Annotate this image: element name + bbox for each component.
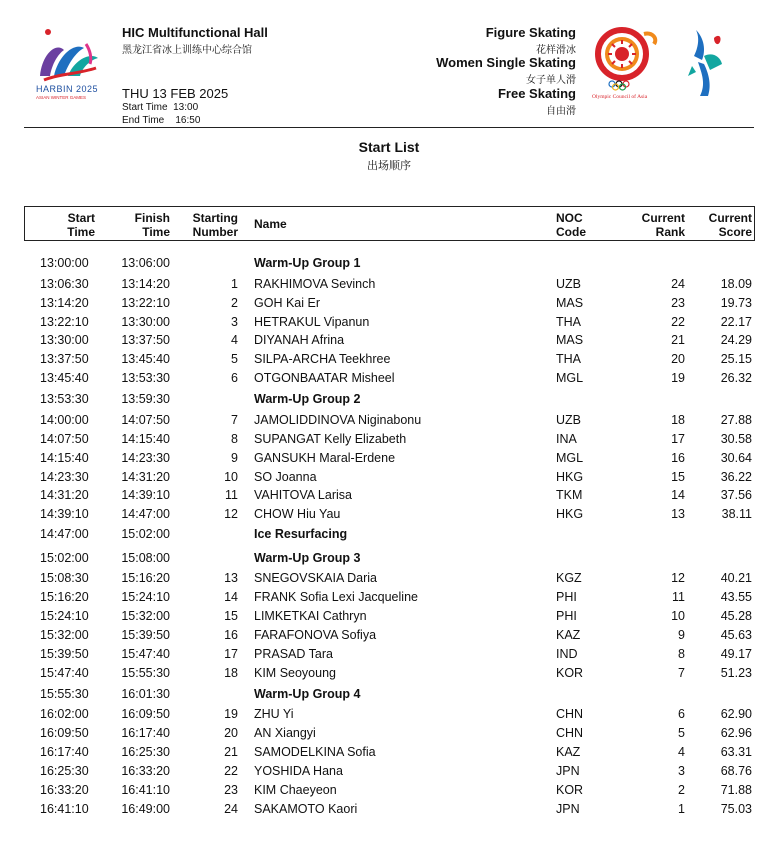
- athlete-name-cell: FARAFONOVA Sofiya: [254, 628, 377, 642]
- current-rank-cell: 1: [678, 802, 685, 816]
- table-group-row: [0, 687, 778, 705]
- harbin-2025-logo: [34, 24, 104, 104]
- starting-number-cell: 21: [224, 745, 238, 759]
- col-finish-time: Finish Time: [134, 211, 170, 239]
- start-time-cell: 16:02:00: [40, 707, 89, 721]
- event-date: THU 13 FEB 2025: [122, 86, 229, 101]
- athlete-name-cell: KIM Seoyoung: [254, 666, 336, 680]
- athlete-name-cell: SILPA-ARCHA Teekhree: [254, 352, 391, 366]
- start-time-cell: 15:39:50: [40, 647, 89, 661]
- col-name: Name: [254, 217, 287, 231]
- col-current-rank: Current Rank: [641, 211, 685, 239]
- current-rank-cell: 3: [678, 764, 685, 778]
- noc-code-cell: MGL: [556, 451, 584, 465]
- phase-en: Free Skating: [497, 86, 576, 101]
- table-row: [0, 371, 778, 389]
- figure-skating-pictogram: [686, 26, 726, 100]
- athlete-name-cell: OTGONBAATAR Misheel: [254, 371, 395, 385]
- start-time-cell: 13:06:30: [40, 277, 89, 291]
- current-rank-cell: 23: [671, 296, 685, 310]
- finish-time-cell: 14:07:50: [121, 413, 170, 427]
- start-time-cell: 13:14:20: [40, 296, 89, 310]
- noc-code-cell: JPN: [556, 802, 580, 816]
- current-score-cell: 38.11: [721, 507, 752, 521]
- group-label-cell: Warm-Up Group 2: [254, 392, 361, 406]
- current-rank-cell: 4: [678, 745, 685, 759]
- start-time-cell: 15:08:30: [40, 571, 89, 585]
- starting-number-cell: 6: [231, 371, 238, 385]
- table-row: [0, 609, 778, 627]
- oca-logo: [588, 24, 660, 104]
- finish-time-cell: 14:15:40: [121, 432, 170, 446]
- table-row: [0, 315, 778, 333]
- noc-code-cell: UZB: [556, 277, 581, 291]
- start-time-cell: 13:53:30: [40, 392, 89, 406]
- table-row: [0, 666, 778, 684]
- noc-code-cell: HKG: [556, 507, 584, 521]
- table-row: [0, 296, 778, 314]
- table-row: [0, 507, 778, 525]
- athlete-name-cell: RAKHIMOVA Sevinch: [254, 277, 376, 291]
- finish-time-cell: 15:39:50: [121, 628, 170, 642]
- col-start-time: Start Time: [67, 211, 95, 239]
- noc-code-cell: JPN: [556, 764, 580, 778]
- starting-number-cell: 11: [225, 488, 238, 502]
- start-time-cell: 16:41:10: [40, 802, 89, 816]
- current-score-cell: 75.03: [720, 802, 752, 816]
- table-row: [0, 726, 778, 744]
- noc-code-cell: PHI: [556, 609, 577, 623]
- start-time-cell: 14:31:20: [40, 488, 89, 502]
- start-time-cell: 15:47:40: [40, 666, 89, 680]
- current-score-cell: 49.17: [720, 647, 752, 661]
- phase-cn: 自由滑: [546, 106, 576, 117]
- start-time-cell: 13:30:00: [40, 333, 89, 347]
- group-label-cell: Ice Resurfacing: [254, 527, 348, 541]
- finish-time-cell: 16:17:40: [121, 726, 170, 740]
- athlete-name-cell: JAMOLIDDINOVA Niginabonu: [254, 413, 422, 427]
- starting-number-cell: 16: [224, 628, 238, 642]
- current-score-cell: 40.21: [720, 571, 752, 585]
- athlete-name-cell: VAHITOVA Larisa: [254, 488, 352, 502]
- table-row: [0, 783, 778, 801]
- athlete-name-cell: HETRAKUL Vipanun: [254, 315, 370, 329]
- finish-time-cell: 15:24:10: [121, 590, 170, 604]
- start-time-cell: 14:47:00: [40, 527, 89, 541]
- table-row: [0, 571, 778, 589]
- noc-code-cell: MGL: [556, 371, 584, 385]
- start-time-cell: 13:22:10: [40, 315, 89, 329]
- table-row: [0, 277, 778, 295]
- starting-number-cell: 13: [224, 571, 238, 585]
- finish-time-cell: 16:25:30: [121, 745, 170, 759]
- starting-number-cell: 17: [224, 647, 238, 661]
- current-rank-cell: 15: [671, 470, 685, 484]
- table-row: [0, 451, 778, 469]
- finish-time-cell: 13:45:40: [121, 352, 170, 366]
- sport-en: Figure Skating: [485, 25, 576, 40]
- current-rank-cell: 10: [671, 609, 685, 623]
- athlete-name-cell: CHOW Hiu Yau: [254, 507, 341, 521]
- current-score-cell: 22.17: [720, 315, 752, 329]
- athlete-name-cell: LIMKETKAI Cathryn: [254, 609, 367, 623]
- page-title: Start List: [358, 139, 420, 155]
- current-score-cell: 51.23: [720, 666, 752, 680]
- starting-number-cell: 2: [231, 296, 238, 310]
- athlete-name-cell: YOSHIDA Hana: [254, 764, 343, 778]
- table-row: [0, 352, 778, 370]
- current-score-cell: 18.09: [720, 277, 752, 291]
- starting-number-cell: 5: [231, 352, 238, 366]
- current-score-cell: 63.31: [720, 745, 752, 759]
- current-score-cell: 37.56: [720, 488, 752, 502]
- noc-code-cell: IND: [556, 647, 578, 661]
- start-time: Start Time 13:00: [122, 102, 199, 113]
- current-score-cell: 30.58: [720, 432, 752, 446]
- current-rank-cell: 2: [678, 783, 685, 797]
- start-time-cell: 14:07:50: [40, 432, 89, 446]
- start-time-cell: 15:55:30: [40, 687, 89, 701]
- start-time-cell: 13:00:00: [40, 256, 89, 270]
- current-rank-cell: 6: [678, 707, 685, 721]
- current-rank-cell: 14: [671, 488, 685, 502]
- table-row: [0, 707, 778, 725]
- header-divider: [24, 127, 754, 128]
- finish-time-cell: 13:53:30: [121, 371, 170, 385]
- noc-code-cell: THA: [556, 315, 581, 329]
- finish-time-cell: 16:09:50: [121, 707, 170, 721]
- starting-number-cell: 18: [224, 666, 238, 680]
- finish-time-cell: 16:49:00: [121, 802, 170, 816]
- current-score-cell: 71.88: [720, 783, 752, 797]
- table-row: [0, 432, 778, 450]
- current-rank-cell: 13: [671, 507, 685, 521]
- table-group-row: [0, 256, 778, 274]
- start-time-cell: 14:00:00: [40, 413, 89, 427]
- starting-number-cell: 7: [231, 413, 238, 427]
- athlete-name-cell: GANSUKH Maral-Erdene: [254, 451, 396, 465]
- current-score-cell: 30.64: [720, 451, 752, 465]
- current-score-cell: 27.88: [720, 413, 752, 427]
- starting-number-cell: 10: [224, 470, 238, 484]
- finish-time-cell: 16:33:20: [121, 764, 170, 778]
- start-time-cell: 15:16:20: [40, 590, 89, 604]
- current-rank-cell: 8: [678, 647, 685, 661]
- starting-number-cell: 24: [224, 802, 238, 816]
- finish-time-cell: 13:59:30: [121, 392, 170, 406]
- group-label-cell: Warm-Up Group 4: [254, 687, 361, 701]
- noc-code-cell: HKG: [556, 470, 584, 484]
- noc-code-cell: KAZ: [556, 745, 581, 759]
- end-time: End Time 16:50: [122, 115, 201, 126]
- finish-time-cell: 14:39:10: [121, 488, 170, 502]
- finish-time-cell: 15:16:20: [121, 571, 170, 585]
- athlete-name-cell: SNEGOVSKAIA Daria: [254, 571, 377, 585]
- start-time-cell: 15:24:10: [40, 609, 89, 623]
- current-rank-cell: 24: [671, 277, 685, 291]
- starting-number-cell: 4: [231, 333, 238, 347]
- finish-time-cell: 13:14:20: [121, 277, 170, 291]
- current-rank-cell: 5: [678, 726, 685, 740]
- start-time-cell: 16:33:20: [40, 783, 89, 797]
- table-row: [0, 333, 778, 351]
- current-score-cell: 25.15: [720, 352, 752, 366]
- starting-number-cell: 15: [224, 609, 238, 623]
- current-score-cell: 24.29: [720, 333, 752, 347]
- athlete-name-cell: DIYANAH Afrina: [254, 333, 345, 347]
- current-rank-cell: 17: [671, 432, 685, 446]
- starting-number-cell: 22: [224, 764, 238, 778]
- table-group-row: [0, 392, 778, 410]
- starting-number-cell: 9: [231, 451, 238, 465]
- start-time-cell: 14:23:30: [40, 470, 89, 484]
- current-rank-cell: 19: [671, 371, 685, 385]
- finish-time-cell: 16:41:10: [121, 783, 170, 797]
- starting-number-cell: 20: [224, 726, 238, 740]
- noc-code-cell: MAS: [556, 296, 584, 310]
- group-label-cell: Warm-Up Group 3: [254, 551, 361, 565]
- starting-number-cell: 8: [231, 432, 238, 446]
- current-score-cell: 19.73: [720, 296, 752, 310]
- current-score-cell: 36.22: [720, 470, 752, 484]
- start-time-cell: 16:09:50: [40, 726, 89, 740]
- finish-time-cell: 14:31:20: [121, 470, 170, 484]
- current-score-cell: 68.76: [720, 764, 752, 778]
- table-group-row: [0, 527, 778, 545]
- noc-code-cell: CHN: [556, 707, 584, 721]
- noc-code-cell: TKM: [556, 488, 583, 502]
- athlete-name-cell: SAMODELKINA Sofia: [254, 745, 376, 759]
- athlete-name-cell: PRASAD Tara: [254, 647, 333, 661]
- table-row: [0, 628, 778, 646]
- noc-code-cell: KOR: [556, 783, 584, 797]
- page-title-cn: 出场顺序: [367, 160, 411, 172]
- finish-time-cell: 13:37:50: [121, 333, 170, 347]
- noc-code-cell: KGZ: [556, 571, 582, 585]
- finish-time-cell: 15:32:00: [121, 609, 170, 623]
- current-score-cell: 62.96: [720, 726, 752, 740]
- current-rank-cell: 9: [678, 628, 685, 642]
- start-time-cell: 13:45:40: [40, 371, 89, 385]
- noc-code-cell: PHI: [556, 590, 577, 604]
- current-rank-cell: 11: [672, 590, 685, 604]
- start-time-cell: 15:02:00: [40, 551, 89, 565]
- table-group-row: [0, 551, 778, 569]
- finish-time-cell: 14:23:30: [121, 451, 170, 465]
- current-score-cell: 45.63: [720, 628, 752, 642]
- starting-number-cell: 14: [224, 590, 238, 604]
- athlete-name-cell: GOH Kai Er: [254, 296, 320, 310]
- finish-time-cell: 14:47:00: [121, 507, 170, 521]
- table-row: [0, 647, 778, 665]
- noc-code-cell: KOR: [556, 666, 584, 680]
- start-time-cell: 14:15:40: [40, 451, 89, 465]
- finish-time-cell: 15:02:00: [121, 527, 170, 541]
- start-time-cell: 16:17:40: [40, 745, 89, 759]
- athlete-name-cell: SUPANGAT Kelly Elizabeth: [254, 432, 407, 446]
- current-rank-cell: 16: [671, 451, 685, 465]
- current-score-cell: 43.55: [720, 590, 752, 604]
- starting-number-cell: 23: [224, 783, 238, 797]
- athlete-name-cell: SAKAMOTO Kaori: [254, 802, 358, 816]
- table-row: [0, 470, 778, 488]
- table-row: [0, 802, 778, 820]
- group-label-cell: Warm-Up Group 1: [254, 256, 361, 270]
- current-score-cell: 45.28: [720, 609, 752, 623]
- table-row: [0, 590, 778, 608]
- finish-time-cell: 15:55:30: [121, 666, 170, 680]
- starting-number-cell: 1: [231, 277, 238, 291]
- finish-time-cell: 15:47:40: [121, 647, 170, 661]
- start-time-cell: 15:32:00: [40, 628, 89, 642]
- starting-number-cell: 19: [224, 707, 238, 721]
- noc-code-cell: CHN: [556, 726, 584, 740]
- noc-code-cell: THA: [556, 352, 581, 366]
- athlete-name-cell: KIM Chaeyeon: [254, 783, 337, 797]
- start-time-cell: 14:39:10: [40, 507, 89, 521]
- venue-name-en: HIC Multifunctional Hall: [122, 25, 268, 40]
- current-rank-cell: 7: [678, 666, 685, 680]
- current-rank-cell: 22: [671, 315, 685, 329]
- finish-time-cell: 13:22:10: [121, 296, 170, 310]
- start-time-cell: 16:25:30: [40, 764, 89, 778]
- table-row: [0, 745, 778, 763]
- finish-time-cell: 15:08:00: [121, 551, 170, 565]
- athlete-name-cell: ZHU Yi: [254, 707, 294, 721]
- col-noc-code: NOC Code: [556, 211, 586, 239]
- event-en: Women Single Skating: [436, 55, 576, 70]
- finish-time-cell: 13:30:00: [121, 315, 170, 329]
- athlete-name-cell: AN Xiangyi: [254, 726, 316, 740]
- event-cn: 女子单人滑: [526, 75, 576, 86]
- col-current-score: Current Score: [708, 211, 752, 239]
- current-rank-cell: 18: [671, 413, 685, 427]
- finish-time-cell: 16:01:30: [121, 687, 170, 701]
- current-rank-cell: 21: [671, 333, 685, 347]
- athlete-name-cell: SO Joanna: [254, 470, 317, 484]
- noc-code-cell: KAZ: [556, 628, 581, 642]
- finish-time-cell: 13:06:00: [121, 256, 170, 270]
- sport-cn: 花样滑冰: [536, 45, 576, 56]
- venue-name-cn: 黑龙江省冰上训练中心综合馆: [122, 45, 252, 56]
- current-rank-cell: 12: [671, 571, 685, 585]
- table-row: [0, 764, 778, 782]
- logo-text: HARBIN 2025: [36, 84, 99, 94]
- noc-code-cell: MAS: [556, 333, 584, 347]
- start-time-cell: 13:37:50: [40, 352, 89, 366]
- current-score-cell: 62.90: [720, 707, 752, 721]
- athlete-name-cell: FRANK Sofia Lexi Jacqueline: [254, 590, 418, 604]
- col-starting-number: Starting Number: [192, 211, 238, 239]
- logo-subtext: ASIAN WINTER GAMES: [36, 95, 87, 100]
- noc-code-cell: INA: [556, 432, 577, 446]
- current-score-cell: 26.32: [720, 371, 752, 385]
- oca-text: Olympic Council of Asia: [592, 94, 648, 100]
- starting-number-cell: 12: [224, 507, 238, 521]
- table-row: [0, 488, 778, 506]
- noc-code-cell: UZB: [556, 413, 581, 427]
- table-row: [0, 413, 778, 431]
- current-rank-cell: 20: [671, 352, 685, 366]
- starting-number-cell: 3: [231, 315, 238, 329]
